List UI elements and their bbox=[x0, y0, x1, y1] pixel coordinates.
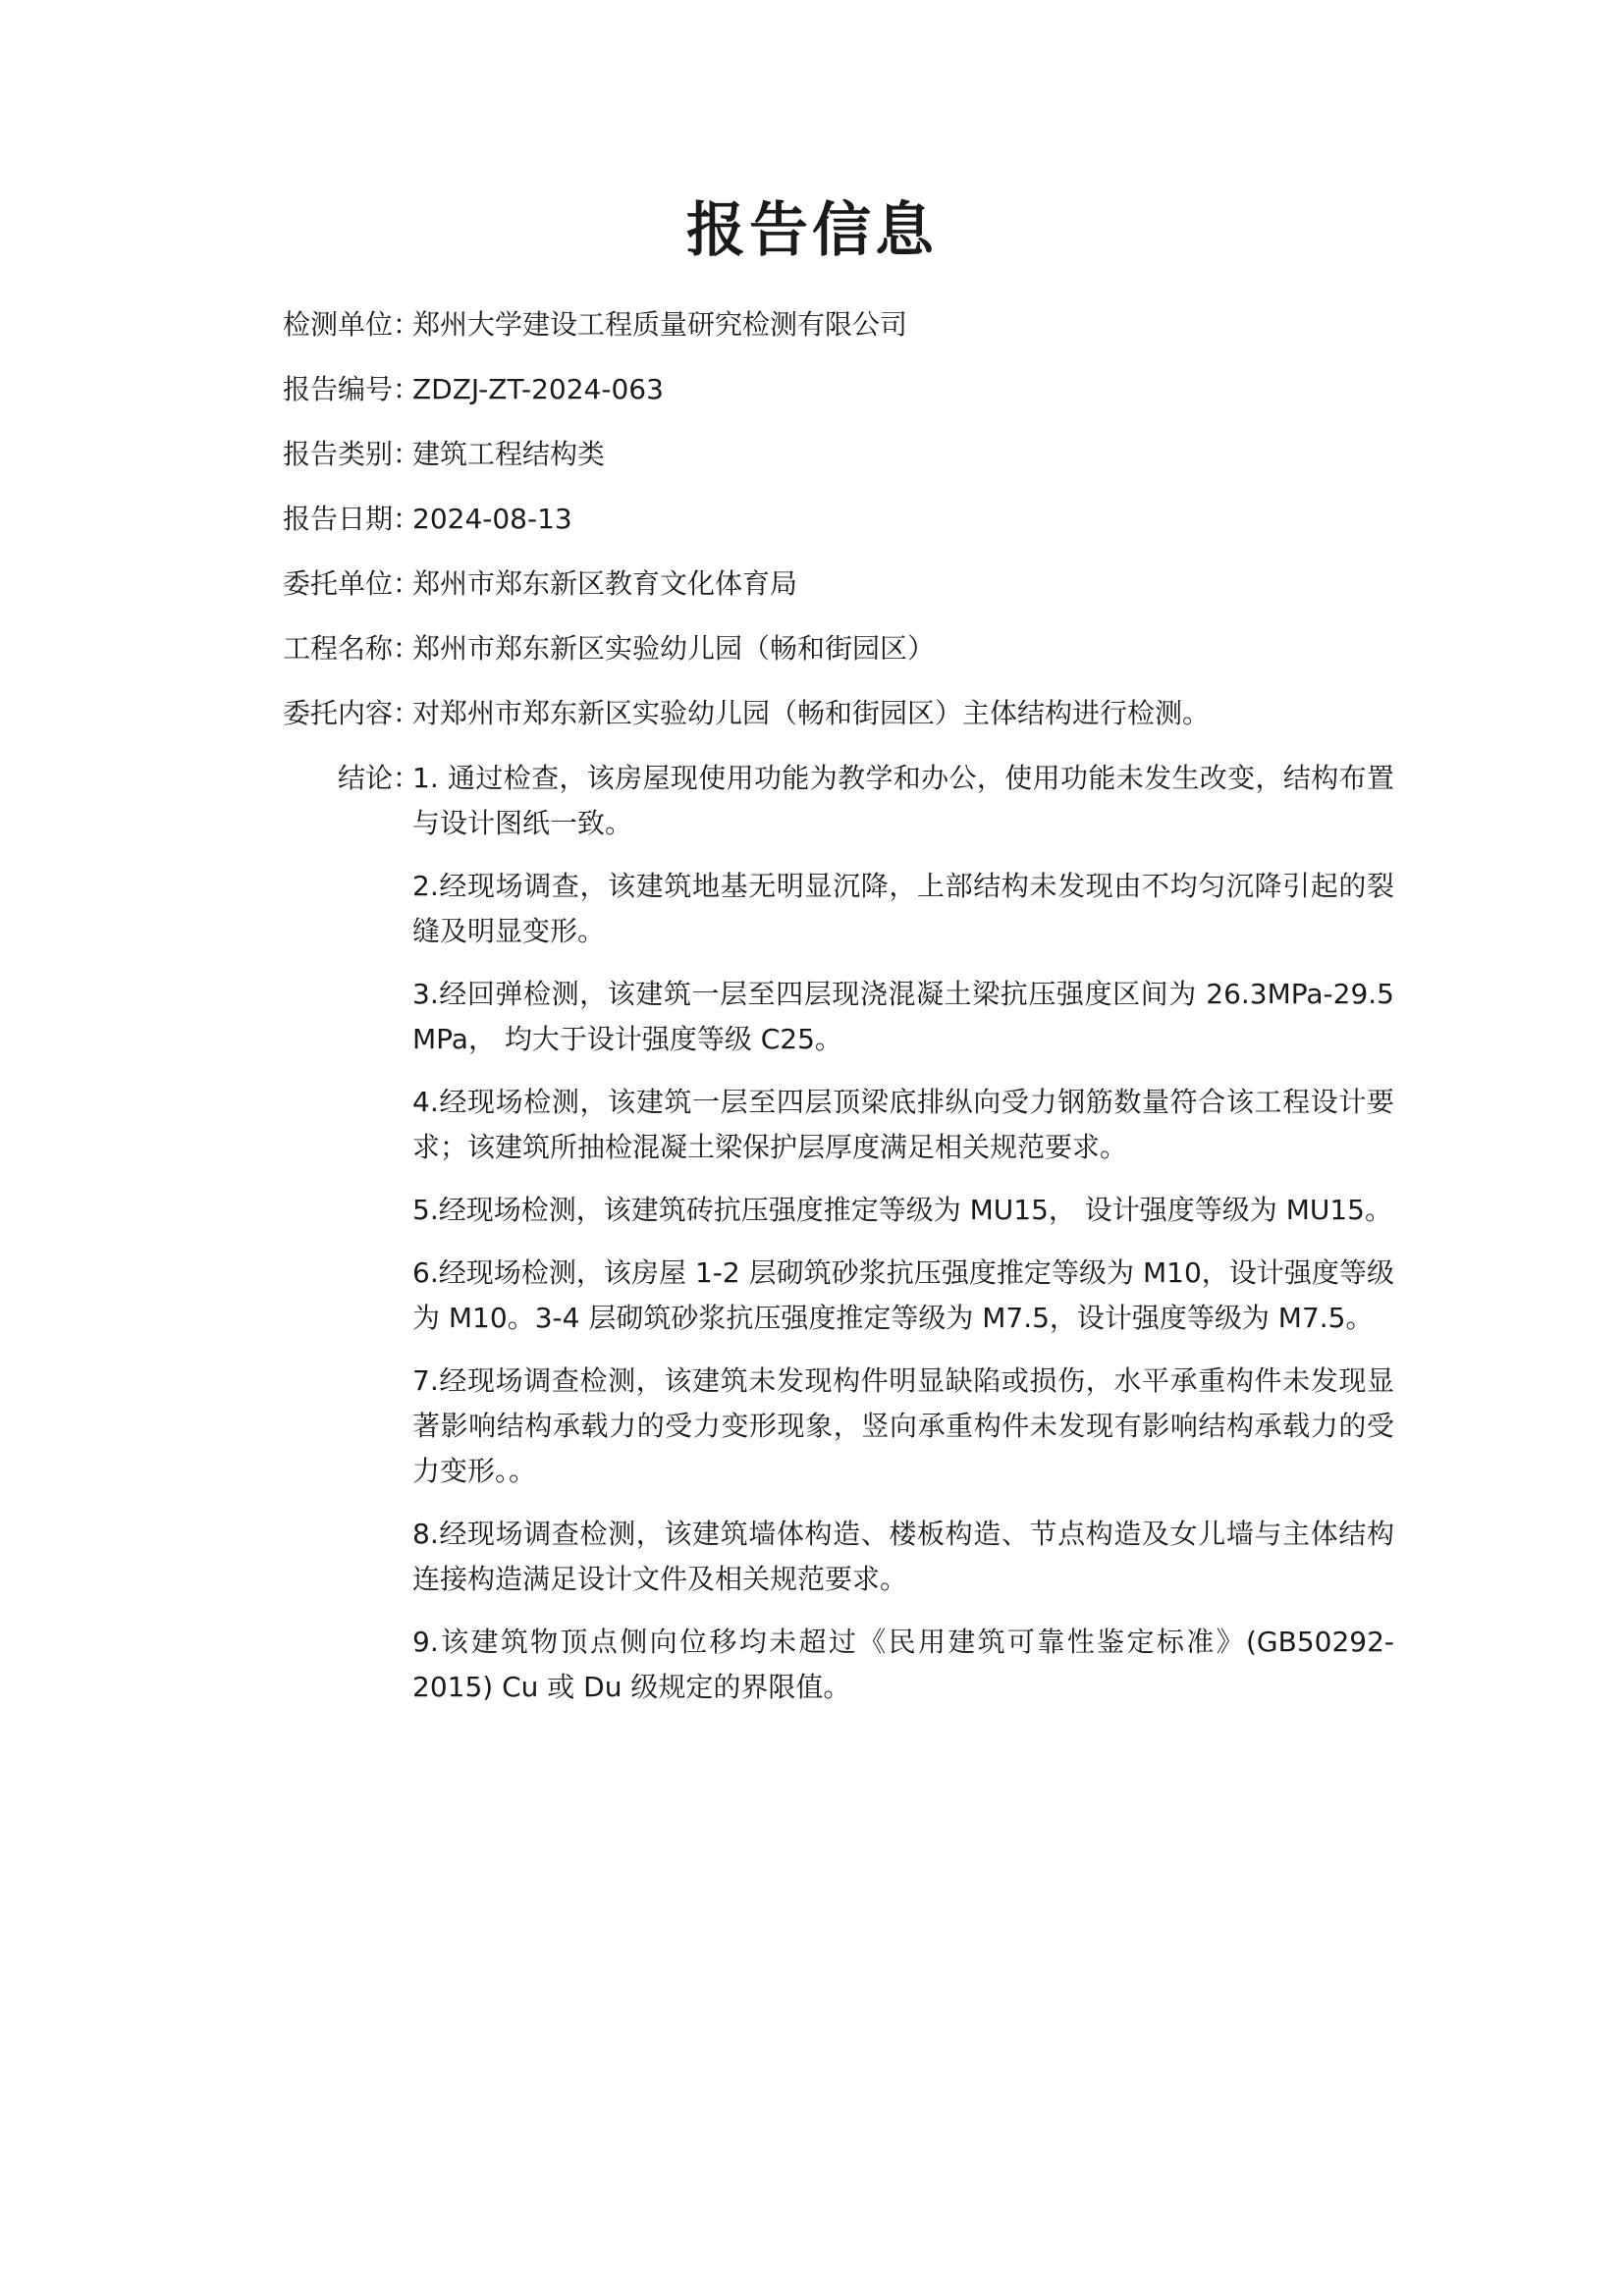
conclusion-item: 5.经现场检测，该建筑砖抗压强度推定等级为 MU15， 设计强度等级为 MU15。 bbox=[412, 1194, 1392, 1226]
conclusion-item: 8.经现场调查检测，该建筑墙体构造、楼板构造、节点构造及女儿墙与主体结构连接构造满足设计文件及相关规范要求。 bbox=[412, 1518, 1394, 1595]
field-report-category bbox=[247, 432, 1406, 477]
conclusion-item: 1. 通过检查，该房屋现使用功能为教学和办公，使用功能未发生改变，结构布置与设计图纸一致。 bbox=[412, 762, 1394, 839]
field-label: 报告编号 bbox=[282, 373, 393, 405]
field-colon: ： bbox=[393, 567, 421, 600]
field-colon: ： bbox=[393, 308, 421, 341]
field-client bbox=[247, 561, 1406, 607]
field-label: 检测单位 bbox=[282, 308, 393, 341]
field-commission-content bbox=[247, 691, 1406, 736]
field-colon: ： bbox=[393, 438, 421, 470]
field-label: 委托单位 bbox=[282, 567, 393, 600]
field-value: 郑州大学建设工程质量研究检测有限公司 bbox=[412, 308, 908, 341]
field-project-name bbox=[247, 626, 1406, 671]
field-testing-unit bbox=[247, 302, 1406, 347]
conclusion-item: 7.经现场调查检测，该建筑未发现构件明显缺陷或损伤，水平承重构件未发现显著影响结构承载力的受力变形现象，竖向承重构件未发现有影响结构承载力的受力变形。。 bbox=[412, 1364, 1394, 1487]
conclusion-item: 2.经现场调查，该建筑地基无明显沉降，上部结构未发现由不均匀沉降引起的裂缝及明显变形。 bbox=[412, 870, 1394, 947]
field-colon: ： bbox=[393, 632, 421, 665]
field-report-date bbox=[247, 497, 1406, 542]
page-title: 报告信息 bbox=[686, 196, 938, 265]
field-report-number bbox=[247, 367, 1406, 412]
field-colon: ： bbox=[393, 503, 421, 535]
field-label: 报告类别 bbox=[282, 438, 393, 470]
field-colon: ： bbox=[393, 373, 421, 405]
conclusion-colon: ： bbox=[393, 762, 421, 794]
conclusion-section bbox=[247, 756, 1406, 1728]
conclusion-item: 9.该建筑物顶点侧向位移均未超过《民用建筑可靠性鉴定标准》(GB50292-2015) Cu 或 Du 级规定的界限值。 bbox=[412, 1626, 1394, 1703]
conclusion-item: 3.经回弹检测，该建筑一层至四层现浇混凝土梁抗压强度区间为 26.3MPa-29.5 MPa， 均大于设计强度等级 C25。 bbox=[412, 978, 1394, 1055]
conclusion-item: 4.经现场检测，该建筑一层至四层顶梁底排纵向受力钢筋数量符合该工程设计要求；该建筑所抽检混凝土梁保护层厚度满足相关规范要求。 bbox=[412, 1086, 1394, 1163]
field-value: 郑州市郑东新区实验幼儿园（畅和街园区） bbox=[412, 632, 936, 665]
field-value: 郑州市郑东新区教育文化体育局 bbox=[412, 567, 798, 600]
field-label: 报告日期 bbox=[282, 503, 393, 535]
field-value: 对郑州市郑东新区实验幼儿园（畅和街园区）主体结构进行检测。 bbox=[412, 697, 1211, 729]
conclusion-list bbox=[412, 756, 1394, 1728]
field-value: 2024-08-13 bbox=[412, 503, 572, 535]
field-colon: ： bbox=[393, 697, 421, 729]
field-value: ZDZJ-ZT-2024-063 bbox=[412, 373, 664, 405]
field-label: 工程名称 bbox=[282, 632, 393, 665]
field-value: 建筑工程结构类 bbox=[412, 438, 606, 470]
conclusion-label: 结论 bbox=[337, 762, 393, 794]
field-label: 委托内容 bbox=[282, 697, 393, 729]
conclusion-item: 6.经现场检测，该房屋 1-2 层砌筑砂浆抗压强度推定等级为 M10，设计强度等级为 M10。3-4 层砌筑砂浆抗压强度推定等级为 M7.5，设计强度等级为 M7.5。 bbox=[412, 1256, 1394, 1334]
report-info bbox=[247, 302, 1406, 1728]
